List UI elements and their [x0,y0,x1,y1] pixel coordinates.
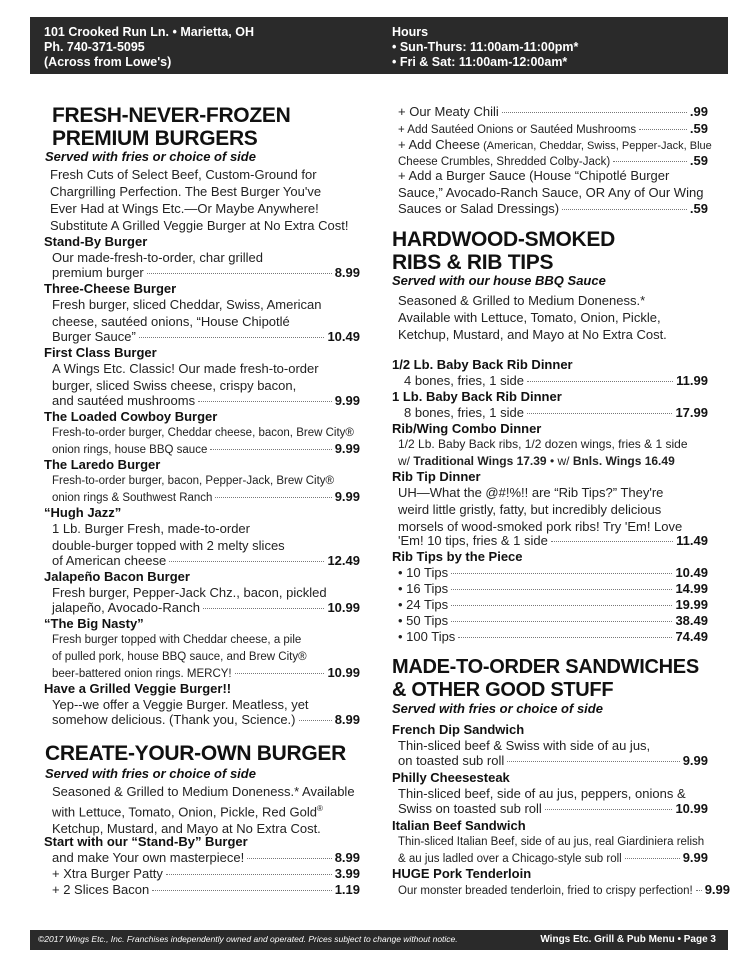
leader-dots [139,337,325,338]
leader-dots [451,573,672,574]
item-desc: Our monster breaded tenderloin, fried to crispy perfection! [398,885,693,897]
item-price: 19.99 [675,597,708,612]
item-price-line [52,265,360,281]
item-desc: of American cheese [52,553,167,568]
item-price: 8.99 [334,265,360,280]
item-price-line [398,801,708,817]
item-desc: jalapeño, Avocado-Ranch [52,600,200,615]
item-name: Italian Beef Sandwich [392,818,526,833]
desc-line: double-burger topped with 2 melty slices [52,538,285,553]
item-price-line [398,882,730,899]
ribs-subtitle: Served with our house BBQ Sauce [392,273,606,288]
hours-block [392,25,578,70]
item-price: 9.99 [704,882,730,897]
item-desc: and make Your own masterpiece! [52,850,245,865]
item-name: First Class Burger [44,345,157,360]
tip-count: • 24 Tips [398,597,449,612]
item-desc: Thin-sliced beef & Swiss with side of au jus, [398,738,651,753]
sandwiches-title-line: & OTHER GOOD STUFF [392,679,614,701]
item-price: 9.99 [682,850,708,865]
item-desc: Fresh-to-order burger, bacon, Pepper-Jack, Brew City® [52,475,335,487]
leader-dots [639,129,687,130]
item-price-line [52,441,360,458]
address-line: 101 Crooked Run Ln. • Marietta, OH [44,25,254,39]
footer-bar [30,930,728,950]
item-desc: Swiss on toasted sub roll [398,801,542,816]
desc-line: UH—What the @#!%!! are “Rib Tips?” They're [398,485,664,500]
tip-price-line [398,597,708,613]
item-desc: premium burger [52,265,144,280]
tip-price-line [398,613,708,629]
desc-line: cheese, sautéed onions, “House Chipotlé [52,314,290,329]
leader-dots [152,890,331,891]
intro-line: Chargrilling Perfection. The Best Burger You've [50,184,322,199]
leader-dots [613,161,687,162]
leader-dots [203,608,325,609]
leader-dots [502,112,687,113]
desc-line: of pulled pork, house BBQ sauce, and Brew City® [52,651,307,663]
leader-dots [235,673,325,674]
item-desc [398,484,682,535]
item-name: Rib Tips by the Piece [392,549,523,564]
tip-price-line [398,629,708,645]
page-label: Wings Etc. Grill & Pub Menu • Page 3 [540,934,716,945]
ribs-title [392,228,615,274]
leader-dots [299,720,332,721]
item-name: Rib/Wing Combo Dinner [392,421,542,436]
burgers-title-line: PREMIUM BURGERS [52,127,258,150]
item-price: 9.99 [334,393,360,408]
desc-line: + Add a Burger Sauce (House “Chipotlé Burger [398,168,670,183]
item-name: Philly Cheesesteak [392,770,510,785]
tip-count: • 10 Tips [398,565,449,580]
leader-dots [169,561,324,562]
desc-line: 1 Lb. Burger Fresh, made-to-order [52,521,250,536]
item-name: “Hugh Jazz” [44,505,122,520]
item-desc: + 2 Slices Bacon [52,882,150,897]
burgers-title [52,104,290,150]
addon-desc: + Add Sautéed Onions or Sautéed Mushrooms [398,124,637,136]
tip-price-line [398,565,708,581]
item-name: The Loaded Cowboy Burger [44,409,218,424]
combo-traditional-price: Traditional Wings 17.39 [413,454,547,468]
item-price: 8.99 [334,850,360,865]
item-desc: Thin-sliced Italian Beef, side of au jus, real Giardiniera relish [398,836,705,848]
item-price-line [404,373,708,389]
addon-desc [398,167,703,201]
burgers-title-line: FRESH-NEVER-FROZEN [52,104,291,127]
item-price-line [52,712,360,728]
item-desc: Yep--we offer a Veggie Burger. Meatless, yet [52,697,309,712]
desc-line: burger, sliced Swiss cheese, crispy bacon, [52,378,297,393]
item-price: 12.49 [327,553,360,568]
leader-dots [198,401,332,402]
tip-count: • 50 Tips [398,613,449,628]
item-desc: + Xtra Burger Patty [52,866,163,881]
item-desc: Burger Sauce” [52,329,136,344]
item-desc [52,360,319,394]
item-desc: onion rings, house BBQ sauce [52,444,208,456]
cyo-intro [52,783,355,837]
item-price: 11.99 [676,373,708,388]
item-desc: somehow delicious. (Thank you, Science.) [52,712,296,727]
intro-line: Ketchup, Mustard, and Mayo at No Extra Cost. [398,327,667,342]
intro-line [52,800,355,820]
combo-boneless-price: Bnls. Wings 16.49 [572,454,675,468]
item-price-line [398,533,708,549]
desc-line: 1/2 Lb. Baby Back ribs, 1/2 dozen wings, fries & 1 side [398,437,688,451]
desc-line: weird little gristly, fatty, but incredibly delicious [398,502,662,517]
item-name: French Dip Sandwich [392,722,525,737]
intro-line: Substitute A Grilled Veggie Burger at No Extra Cost! [50,218,349,233]
item-price-line [398,850,708,867]
desc-line: Sauce,” Avocado-Ranch Sauce, OR Any of Our Wing [398,185,704,200]
item-desc: 8 bones, fries, 1 side [404,405,524,420]
item-name: The Laredo Burger [44,457,161,472]
leader-dots [562,209,687,210]
item-price-line [52,489,360,506]
addon-line [398,201,708,217]
tip-count: • 16 Tips [398,581,449,596]
header-bar [30,17,728,74]
sandwiches-title [392,656,699,702]
item-name: 1/2 Lb. Baby Back Rib Dinner [392,357,573,372]
item-price: 3.99 [334,866,360,881]
cyo-subtitle: Served with fries or choice of side [45,766,256,781]
intro-line: Seasoned & Grilled to Medium Doneness.* [398,293,646,308]
item-price: 10.49 [327,329,360,344]
desc-text: w/ [398,454,414,468]
item-desc: 'Em! 10 tips, fries & 1 side [398,533,548,548]
item-desc: Fresh-to-order burger, Cheddar cheese, bacon, Brew City® [52,427,354,439]
item-price: 74.49 [675,629,708,644]
leader-dots [545,809,673,810]
item-price-line [52,882,360,898]
item-desc [52,632,307,666]
desc-line [398,453,688,470]
addon-price: .59 [689,201,708,216]
phone-line: Ph. 740-371-5095 [44,40,145,54]
ribs-title-line: RIBS & RIB TIPS [392,251,554,274]
item-name: Have a Grilled Veggie Burger!! [44,681,232,696]
tip-count: • 100 Tips [398,629,456,644]
item-desc: Fresh burger, Pepper-Jack Chz., bacon, pickled [52,585,327,600]
item-name: Stand-By Burger [44,234,148,249]
item-price: 10.99 [675,801,708,816]
leader-dots [527,413,672,414]
sandwiches-subtitle: Served with fries or choice of side [392,701,603,716]
leader-dots [215,497,331,498]
desc-line: Fresh burger topped with Cheddar cheese, a pile [52,634,302,646]
addon-price: .59 [689,121,708,136]
item-price: 10.49 [675,565,708,580]
legal-notice: ©2017 Wings Etc., Inc. Franchises independently owned and operated. Prices subject to change without notice. [38,934,458,944]
leader-dots [696,890,702,891]
leader-dots [451,621,672,622]
item-desc: onion rings & Southwest Ranch [52,492,213,504]
item-desc: and sautéed mushrooms [52,393,196,408]
addon-detail: (American, Cheddar, Swiss, Pepper-Jack, Blue [480,140,712,152]
desc-line: morsels of wood-smoked pork ribs! Try 'Em! Love [398,519,683,534]
tip-price-line [398,581,708,597]
item-price: 9.99 [334,441,360,456]
leader-dots [451,589,672,590]
leader-dots [527,381,673,382]
addon-text: + Add Cheese [398,137,481,152]
addon-price: .59 [689,153,708,168]
leader-dots [507,761,679,762]
item-price-line [52,393,360,409]
item-desc: & au jus ladled over a Chicago-style sub roll [398,853,622,865]
item-name: “The Big Nasty” [44,616,144,631]
intro-line: Seasoned & Grilled to Medium Doneness.* Available [52,784,355,799]
item-price: 9.99 [334,489,360,504]
desc-line: A Wings Etc. Classic! Our made fresh-to-order [52,361,319,376]
item-desc: on toasted sub roll [398,753,505,768]
leader-dots [451,605,672,606]
registered-mark: ® [316,804,323,813]
leader-dots [210,449,331,450]
leader-dots [166,874,332,875]
item-price-line [52,850,360,866]
desc-text: • w/ [546,454,573,468]
intro-line: Fresh Cuts of Select Beef, Custom-Ground for [50,167,317,182]
item-price: 1.19 [334,882,360,897]
item-desc: 4 bones, fries, 1 side [404,373,524,388]
item-name: HUGE Pork Tenderloin [392,866,532,881]
addon-desc: Sauces or Salad Dressings) [398,201,560,216]
item-name: 1 Lb. Baby Back Rib Dinner [392,389,562,404]
item-price-line [52,600,360,616]
item-name: Jalapeño Bacon Burger [44,569,190,584]
addon-price: .99 [689,104,708,119]
item-desc [52,520,285,554]
ribs-intro [398,292,667,343]
addon-line [398,104,708,120]
ribs-title-line: HARDWOOD-SMOKED [392,228,615,251]
item-desc [398,436,688,470]
hours-line: • Sun-Thurs: 11:00am-11:00pm* [392,40,579,54]
leader-dots [147,273,332,274]
item-price: 10.99 [327,600,360,615]
item-desc: Our made-fresh-to-order, char grilled [52,250,263,265]
addon-desc: Cheese Crumbles, Shredded Colby-Jack) [398,156,611,168]
item-price: 17.99 [675,405,708,420]
item-desc [52,296,322,330]
intro-line: Ever Had at Wings Etc.—Or Maybe Anywhere! [50,201,319,216]
desc-line: Fresh burger, sliced Cheddar, Swiss, American [52,297,322,312]
address-block [44,25,254,70]
item-desc: Thin-sliced beef, side of au jus, peppers, onions & [398,786,686,801]
item-price: 9.99 [682,753,708,768]
item-desc: beer-battered onion rings. MERCY! [52,668,232,680]
intro-line: Ketchup, Mustard, and Mayo at No Extra Cost. [52,821,321,837]
item-price: 8.99 [334,712,360,727]
item-price: 38.49 [675,613,708,628]
addon-desc: + Our Meaty Chili [398,104,499,119]
intro-line: Available with Lettuce, Tomato, Onion, Pickle, [398,310,661,325]
item-price-line [52,553,360,569]
hours-line: • Fri & Sat: 11:00am-12:00am* [392,55,568,69]
burgers-subtitle: Served with fries or choice of side [45,149,256,164]
leader-dots [458,637,672,638]
leader-dots [625,858,680,859]
sandwiches-title-line: MADE-TO-ORDER SANDWICHES [392,656,699,678]
item-price-line [404,405,708,421]
item-price-line [52,665,360,682]
item-price-line [52,329,360,345]
intro-text: with Lettuce, Tomato, Onion, Pickle, Red Gold [52,804,317,820]
item-price: 10.99 [327,665,360,680]
item-price-line [52,866,360,882]
item-price-line [398,753,708,769]
item-name: Start with our “Stand-By” Burger [44,834,248,849]
cyo-title: CREATE-YOUR-OWN BURGER [45,742,346,765]
landmark-line: (Across from Lowe's) [44,55,172,69]
item-name: Rib Tip Dinner [392,469,481,484]
item-name: Three-Cheese Burger [44,281,177,296]
burgers-intro [50,166,348,234]
item-price: 14.99 [675,581,708,596]
leader-dots [247,858,331,859]
item-price: 11.49 [676,533,708,548]
leader-dots [551,541,673,542]
hours-title: Hours [392,25,429,39]
